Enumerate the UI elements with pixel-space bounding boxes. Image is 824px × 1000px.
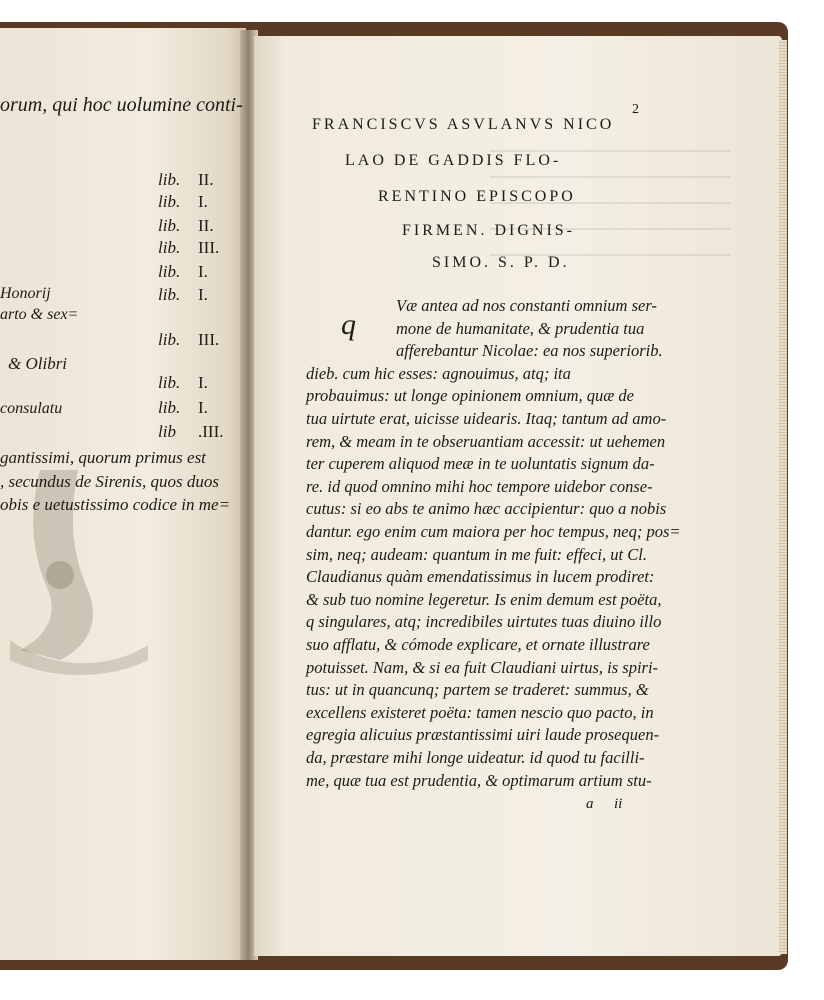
heading-line: FIRMEN. DIGNIS- [402,222,575,239]
body-line: tua uirtute erat, uicisse uidearis. Itaq; tantum ad amo- [306,409,667,428]
heading-line: RENTINO EPISCOPO [378,188,576,205]
heading-line: LAO DE GADDIS FLO- [345,152,562,169]
contents-row-number: .III. [198,422,224,441]
left-footer-line: , secundus de Sirenis, quos duos [0,472,219,491]
body-line: tus: ut in quancunq; partem se traderet: summus, & [306,680,649,700]
body-line: suo afflatu, & cómode explicare, et ornate illustrare [306,635,650,654]
contents-note: consulatu [0,400,63,417]
page-edges [779,40,787,954]
body-line: Claudianus quàm emendatissimus in lucem prodiret: [306,567,655,587]
body-line: cutus: si eo abs te animo hæc accipientur: quo a nobis [306,499,667,519]
contents-row-label: lib. [158,398,181,417]
body-line: & sub tuo nomine legeretur. Is enim demum est poëta, [306,589,662,609]
contents-row-label: lib. [158,192,181,211]
contents-row-number: I. [198,285,208,304]
contents-row-number: III. [198,238,220,257]
body-line: potuisset. Nam, & si ea fuit Claudiani uirtus, is spiri- [306,657,659,677]
left-header: orum, qui hoc uolumine conti- [0,94,243,116]
contents-row-label: lib. [158,330,181,349]
contents-row-number: II. [198,216,214,235]
body-line: da, præstare mihi longe uideatur. id quod tu facilli- [306,748,645,767]
contents-row-number: II. [198,170,214,189]
body-line: dantur. ego enim cum maiora per hoc tempus, neq; pos= [306,522,681,541]
body-line: q singulares, atq; incredibiles uirtutes tuas diuino illo [306,612,662,632]
contents-row-label: lib. [158,216,181,235]
drop-cap: q [341,308,356,341]
contents-row-label: lib. [158,170,181,189]
body-line: dieb. cum hic esses: agnouimus, atq; ita [306,363,571,383]
left-footer-line: obis e uetustissimo codice in me= [0,495,231,514]
contents-row-label: lib. [158,373,181,392]
body-line: excellens existeret poëta: tamen nescio quo pacto, in [306,702,654,722]
signature-mark: a [586,796,594,812]
body-line: me, quæ tua est prudentia, & optimarum artium stu- [306,770,652,790]
contents-row-label: lib. [158,238,181,257]
body-line: afferebantur Nicolae: ea nos superiorib. [396,341,663,361]
contents-row-number: I. [198,192,208,211]
signature-mark: ii [614,796,623,812]
contents-note: arto & sex= [0,306,79,323]
contents-row-number: I. [198,373,208,392]
contents-note: & Olibri [8,354,68,373]
contents-row-label: lib. [158,262,181,281]
contents-row-label: lib. [158,285,181,304]
body-line: egregia alicuius præstantissimi uiri laude prosequen- [306,725,660,745]
body-line: sim, neq; audeam: quantum in me fuit: effeci, ut Cl. [306,544,647,564]
contents-row-number: I. [198,398,208,417]
body-line: ter cuperem aliquod meæ in te uoluntatis signum da- [306,454,655,474]
contents-row-number: I. [198,262,208,281]
body-line: mone de humanitate, & prudentia tua [396,318,645,338]
contents-row-label: lib [158,422,176,441]
body-line: re. id quod omnino mihi hoc tempore uidebor conse- [306,476,653,496]
contents-note: Honorij [0,285,51,302]
body-line: rem, & meam in te obseruantiam accessit: ut uehemen [306,431,666,451]
body-line: probauimus: ut longe opinionem omnium, quæ de [306,386,634,406]
page-number: 2 [632,102,639,117]
heading-line: FRANCISCVS ASVLANVS NICO [312,116,615,133]
heading-line: SIMO. S. P. D. [432,254,570,271]
left-footer-line: gantissimi, quorum primus est [0,448,206,467]
contents-row-number: III. [198,330,220,349]
body-line: Væ antea ad nos constanti omnium ser- [396,296,657,315]
